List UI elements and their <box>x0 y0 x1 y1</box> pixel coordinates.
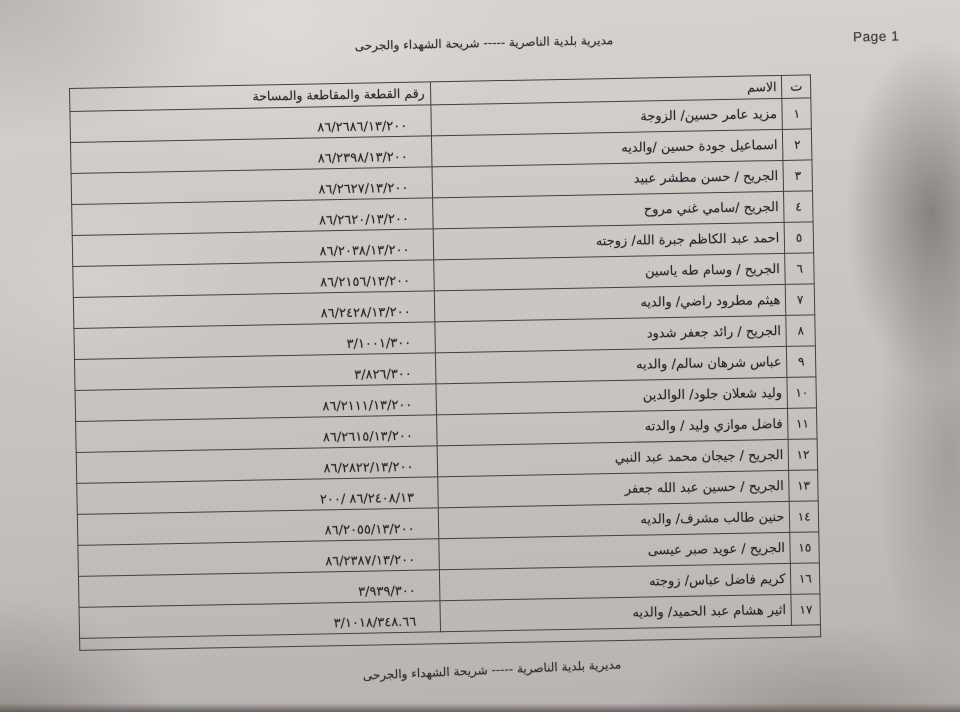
column-header-name: الاسم <box>431 75 782 104</box>
row-plot-cell: ٨٦/٢٨٢٢/١٣/٢٠٠ <box>76 446 438 484</box>
row-index-cell: ١٤ <box>790 501 819 533</box>
row-plot-cell: ٨٦/٢٦٢٠/١٣/٢٠٠ <box>72 198 434 236</box>
column-header-plot: رقم القطعة والمقاطعة والمساحة <box>70 82 432 112</box>
row-plot-cell: ٨٦/٢٦٨٦/١٣/٢٠٠ <box>70 105 432 143</box>
row-name-cell: حنين طالب مشرف/ والديه <box>439 501 790 538</box>
row-plot-cell: ٣/٨٢٦/٣٠٠ <box>74 353 436 391</box>
row-name-cell: اسماعيل جودة حسين /والديه <box>432 129 783 166</box>
row-name-cell: وليد شعلان جلود/ الوالدين <box>436 377 787 414</box>
row-name-cell: الجريح / جيجان محمد عبد النبي <box>438 439 789 476</box>
row-name-cell: الجريح /سامي غني مروح <box>433 191 784 228</box>
row-plot-cell: ٨٦/٢٤٢٨/١٣/٢٠٠ <box>73 291 435 329</box>
row-index-cell: ١٠ <box>787 377 816 409</box>
row-name-cell: هيثم مطرود راضي/ والديه <box>435 284 786 321</box>
row-name-cell: مزيد عامر حسين/ الزوجة <box>431 98 782 135</box>
row-index-cell: ١ <box>782 98 811 130</box>
row-index-cell: ١١ <box>788 408 817 440</box>
row-plot-cell: ٨٦/٢٦٢٧/١٣/٢٠٠ <box>71 167 433 205</box>
row-name-cell: عباس شرهان سالم/ والديه <box>436 346 787 383</box>
row-name-cell: اثير هشام عبد الحميد/ والديه <box>440 594 791 631</box>
row-index-cell: ٨ <box>786 315 815 347</box>
row-index-cell: ١٦ <box>791 563 820 595</box>
row-index-cell: ١٣ <box>789 470 818 502</box>
row-plot-cell: ٨٦/٢٦١٥/١٣/٢٠٠ <box>76 415 438 453</box>
row-plot-cell: ٨٦/٢١١١/١٣/٢٠٠ <box>75 384 437 422</box>
row-index-cell: ٣ <box>783 160 812 192</box>
row-name-cell: فاضل موازي وليد / والدته <box>437 408 788 445</box>
row-plot-cell: ٣/٩٣٩/٣٠٠ <box>78 570 440 608</box>
row-name-cell: الجريح / وسام طه ياسين <box>434 253 785 290</box>
row-index-cell: ٩ <box>787 346 816 378</box>
row-name-cell: كريم فاضل عباس/ زوجته <box>440 563 791 600</box>
page-number-label: Page 1 <box>852 28 900 45</box>
row-index-cell: ١٥ <box>790 532 819 564</box>
row-index-cell: ٢ <box>783 129 812 161</box>
row-name-cell: الجريح / حسين عبد الله جعفر <box>438 470 789 507</box>
row-plot-cell: ٨٦/٢٣٨٧/١٣/٢٠٠ <box>78 539 440 577</box>
row-name-cell: الجريح / رائد جعفر شدود <box>435 315 786 352</box>
row-name-cell: احمد عبد الكاظم جبرة الله/ زوجته <box>434 222 785 259</box>
row-plot-cell: ٣/١٠١٨/٣٤٨.٦٦ <box>79 601 441 639</box>
table-body <box>70 98 821 650</box>
row-plot-cell: ٨٦/٢١٥٦/١٣/٢٠٠ <box>73 260 435 298</box>
row-index-cell: ١٢ <box>788 439 817 471</box>
row-name-cell: الجريح / حسن مطشر عبيد <box>432 160 783 197</box>
row-index-cell: ٥ <box>784 222 813 254</box>
row-index-cell: ٦ <box>785 253 814 285</box>
row-plot-cell: ٢٠٠/ ٨٦/٢٤٠٨/١٣ <box>77 477 439 515</box>
beneficiaries-table <box>69 74 821 651</box>
row-plot-cell: ٨٦/٢٠٥٥/١٣/٢٠٠ <box>77 508 439 546</box>
document-footer-title: مديرية بلدية الناصرية ----- شريحة الشهداء والجرحى <box>362 657 622 683</box>
row-name-cell: الجريح / عويد صبر عيسى <box>439 532 790 569</box>
row-plot-cell: ٣/١٠٠١/٣٠٠ <box>74 322 436 360</box>
row-index-cell: ١٧ <box>791 594 820 626</box>
document-header-title: مديرية بلدية الناصرية ----- شريحة الشهداء والجرحى <box>354 33 614 53</box>
row-plot-cell: ٨٦/٢٣٩٨/١٣/٢٠٠ <box>70 136 432 174</box>
row-index-cell: ٧ <box>786 284 815 316</box>
row-index-cell: ٤ <box>784 191 813 223</box>
column-header-index: ت <box>782 75 811 99</box>
row-plot-cell: ٨٦/٢٠٣٨/١٣/٢٠٠ <box>72 229 434 267</box>
